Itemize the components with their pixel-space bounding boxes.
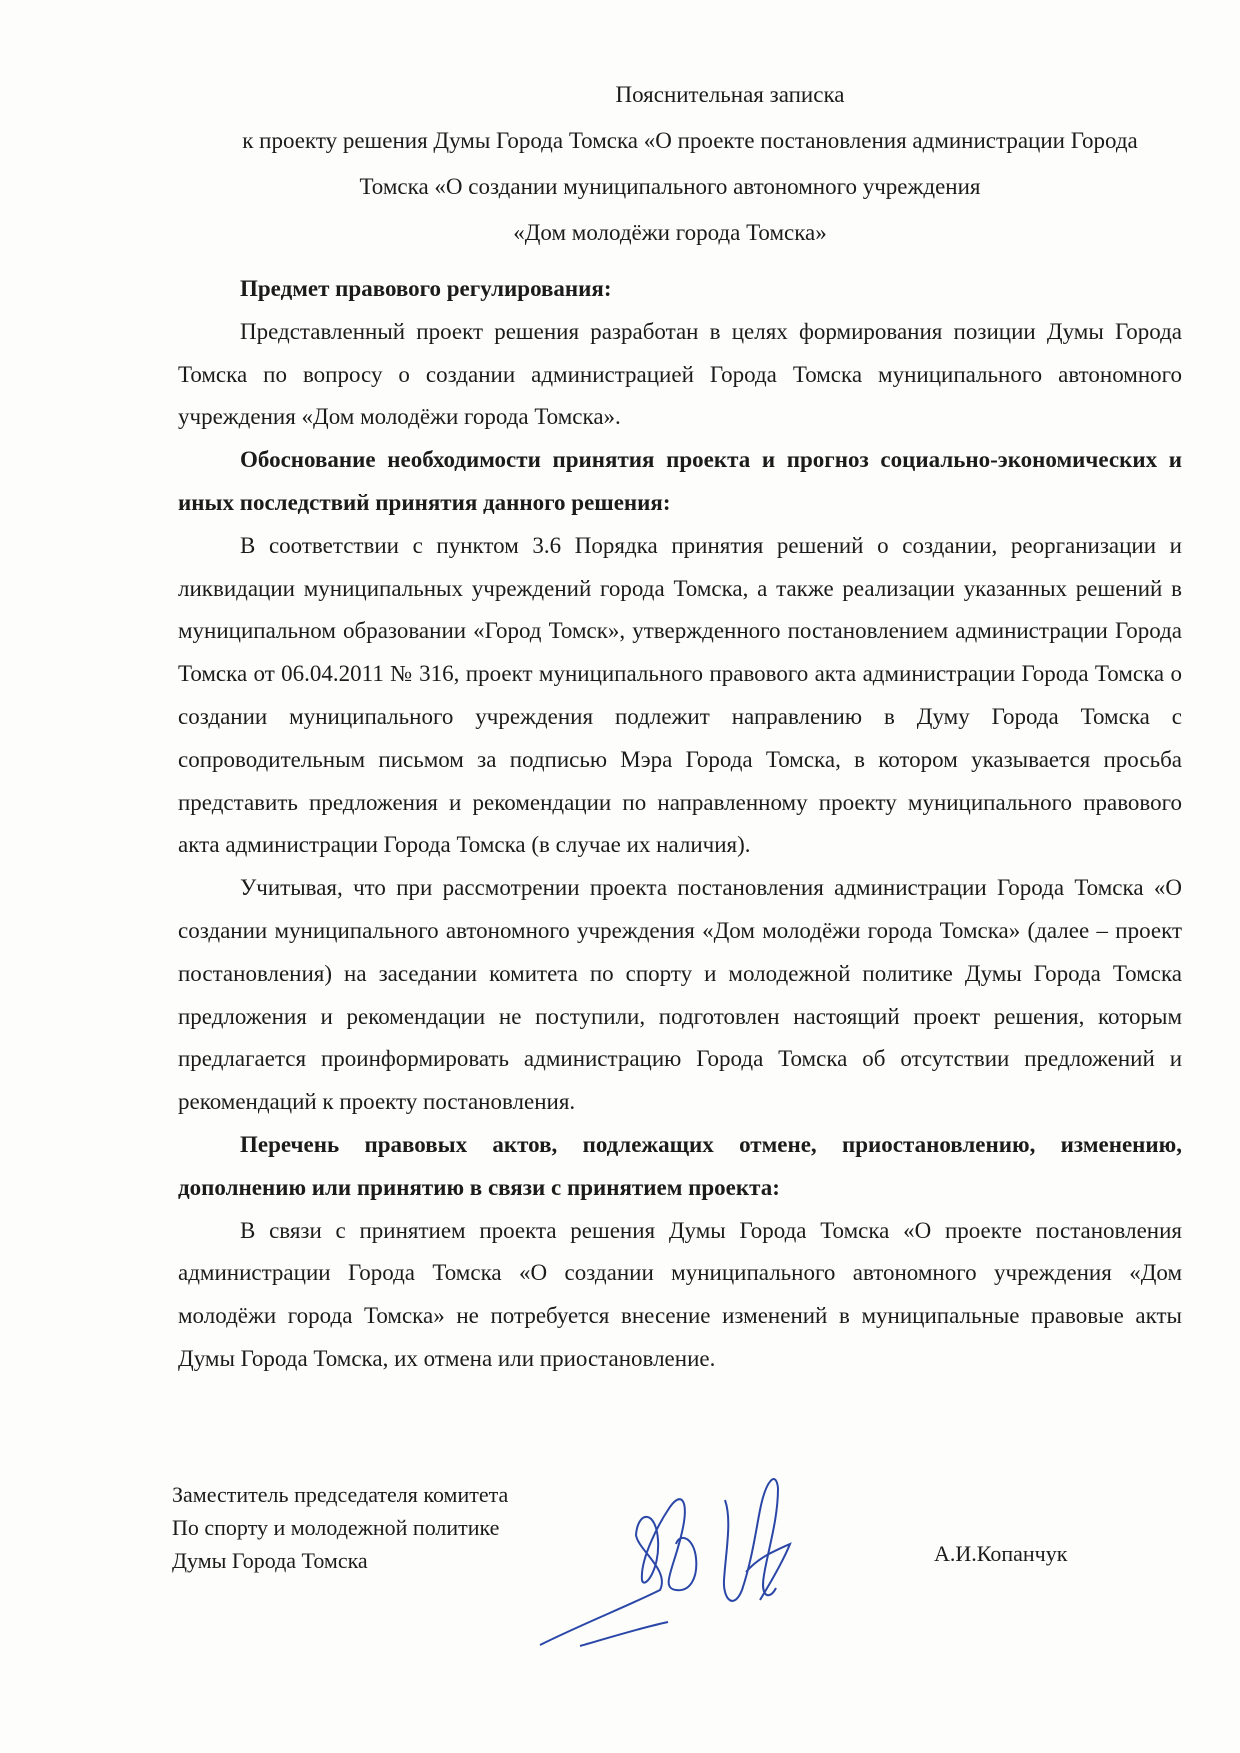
position-line-1: Заместитель председателя комитета <box>172 1482 509 1507</box>
acts-heading: Перечень правовых актов, подлежащих отмене, приостановлению, изменению, дополнению или принятию в связи с принятием проекта: <box>178 1131 1182 1200</box>
title-line-1: Пояснительная записка <box>615 82 845 107</box>
document-title <box>150 72 1180 256</box>
position-line-3: Думы Города Томска <box>172 1548 368 1573</box>
signatory-name: А.И.Копанчук <box>934 1541 1068 1566</box>
justification-paragraph-2: Учитывая, что при рассмотрении проекта постановления администрации Города Томска «О создании муниципального автономного учреждения «Дом молодёжи города Томска» (далее – проект постановления) на заседании комитета по спорту и молодежной политике Думы Города Томска предложения и рекомендации не поступили, подготовлен настоящий проект решения, которым предлагается проинформировать администрацию Города Томска об отсутствии предложений и рекомендаций к проекту постановления. <box>178 875 1182 1115</box>
subject-heading: Предмет правового регулирования: <box>240 276 612 301</box>
justification-heading: Обоснование необходимости принятия проекта и прогноз социально-экономических и иных последствий принятия данного решения: <box>178 447 1182 515</box>
acts-paragraph: В связи с принятием проекта решения Думы Города Томска «О проекте постановления администрации Города Томска «О создании муниципального автономного учреждения «Дом молодёжи города Томска» не потребуется внесение изменений в муниципальные правовые акты Думы Города Томска, их отмена или приостановление. <box>178 1217 1182 1371</box>
justification-paragraph-1: В соответствии с пунктом 3.6 Порядка принятия решений о создании, реорганизации и ликвидации муниципальных учреждений города Томска, а также реализации указанных решений в муниципальном образовании «Город Томск», утвержденного постановлением администрации Города Томска от 06.04.2011 № 316, проект муниципального правового акта администрации Города Томска о создании муниципального учреждения подлежит направлению в Думу Города Томска с сопроводительным письмом за подписью Мэра Города Томска, в котором указывается просьба представить предложения и рекомендации по направленному проекту муниципального правового акта администрации Города Томска (в случае их наличия). <box>178 532 1182 858</box>
signature-stroke-2 <box>580 1622 668 1646</box>
signatory-position <box>172 1478 508 1577</box>
document-body <box>178 268 1182 1381</box>
title-line-4: «Дом молодёжи города Томска» <box>513 220 827 245</box>
title-line-3: Томска «О создании муниципального автономного учреждения <box>359 174 981 199</box>
title-line-2: к проекту решения Думы Города Томска «О проекте постановления администрации Города <box>242 128 1138 153</box>
handwritten-signature <box>520 1440 850 1660</box>
signature-stroke-1 <box>540 1499 696 1645</box>
position-line-2: По спорту и молодежной политике <box>172 1515 500 1540</box>
subject-paragraph: Представленный проект решения разработан в целях формирования позиции Думы Города Томска по вопросу о создании администрацией Города Томска муниципального автономного учреждения «Дом молодёжи города Томска». <box>178 318 1182 430</box>
